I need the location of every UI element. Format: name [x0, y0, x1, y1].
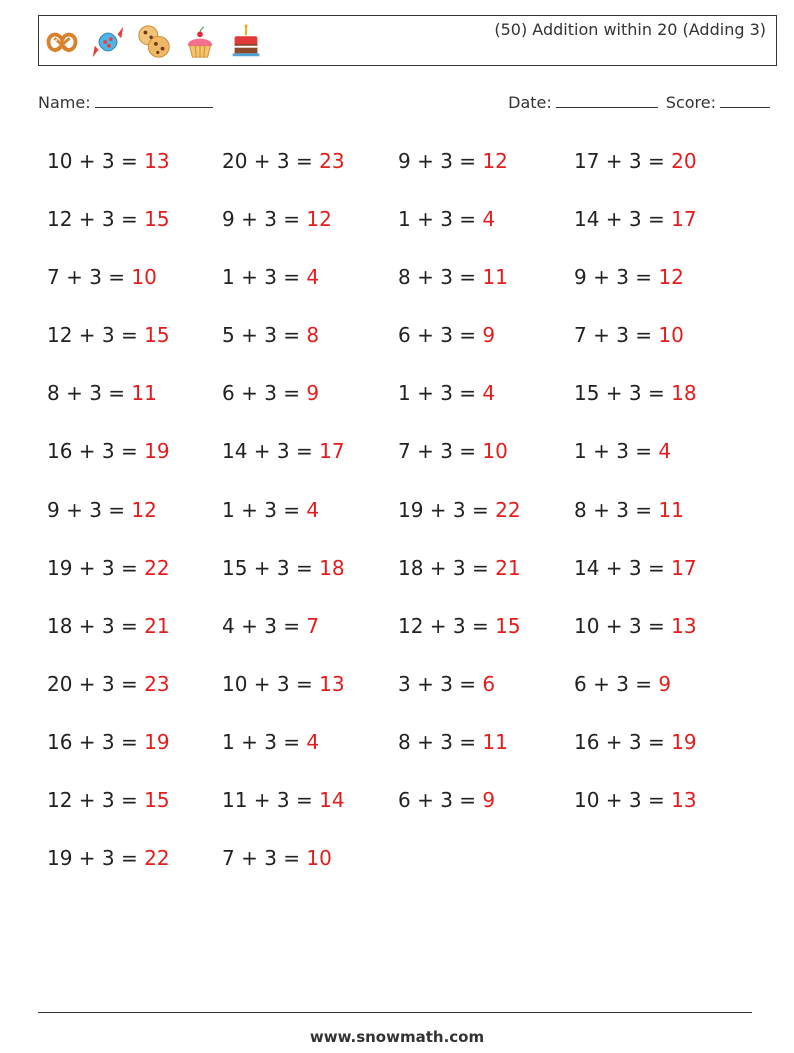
problem-answer: 15 — [495, 613, 521, 638]
problem-question: 4 + 3 = — [222, 613, 301, 638]
footer-url: www.snowmath.com — [309, 1028, 485, 1046]
date-label: Date: — [508, 93, 552, 112]
problem-question: 1 + 3 = — [574, 439, 653, 464]
problem-item — [222, 436, 398, 494]
problem-question: 19 + 3 = — [47, 846, 138, 871]
problem-question: 17 + 3 = — [574, 149, 665, 173]
cupcake-icon — [181, 23, 219, 61]
problem-question: 20 + 3 = — [222, 149, 313, 173]
problem-item — [47, 436, 222, 494]
problem-answer: 13 — [671, 613, 697, 638]
problem-answer: 19 — [144, 439, 170, 464]
problem-question: 6 + 3 = — [222, 381, 301, 406]
problem-item — [222, 727, 398, 785]
problem-question: 19 + 3 = — [398, 497, 489, 522]
problem-question: 9 + 3 = — [47, 497, 126, 522]
problem-answer: 9 — [482, 788, 496, 813]
header-icons — [43, 22, 265, 62]
problem-item — [222, 495, 398, 553]
problem-answer: 22 — [144, 555, 170, 580]
problem-item — [398, 320, 574, 378]
problem-item — [574, 669, 750, 727]
problem-item — [47, 378, 222, 436]
problem-item — [222, 669, 398, 727]
problem-question: 18 + 3 = — [398, 555, 489, 580]
problem-question: 1 + 3 = — [398, 207, 477, 232]
score-blank-line — [720, 93, 770, 108]
problem-question: 14 + 3 = — [574, 207, 665, 232]
name-blank-line — [95, 93, 213, 108]
problem-question: 6 + 3 = — [574, 671, 653, 696]
problem-item — [574, 378, 750, 436]
problem-question: 1 + 3 = — [398, 381, 477, 406]
problem-item — [47, 146, 222, 204]
problem-answer: 13 — [319, 671, 345, 696]
problem-answer: 10 — [658, 323, 684, 348]
problem-answer: 15 — [144, 323, 170, 348]
problem-answer: 13 — [144, 149, 170, 173]
problem-item — [398, 669, 574, 727]
problem-question: 11 + 3 = — [222, 788, 313, 813]
problem-answer: 20 — [671, 149, 697, 173]
problem-item — [47, 495, 222, 553]
problem-question: 10 + 3 = — [574, 613, 665, 638]
problem-question: 8 + 3 = — [47, 381, 126, 406]
problem-answer: 23 — [319, 149, 345, 173]
problem-question: 1 + 3 = — [222, 497, 301, 522]
problem-item — [222, 378, 398, 436]
name-label: Name: — [38, 93, 91, 112]
problem-answer: 4 — [306, 497, 320, 522]
problem-answer: 9 — [482, 323, 496, 348]
problem-answer: 11 — [482, 265, 508, 290]
problem-item — [398, 553, 574, 611]
problem-question: 6 + 3 = — [398, 788, 477, 813]
problem-item — [47, 553, 222, 611]
problem-question: 6 + 3 = — [398, 323, 477, 348]
problem-question: 12 + 3 = — [47, 788, 138, 813]
problem-item — [574, 262, 750, 320]
problem-question: 1 + 3 = — [222, 729, 301, 754]
problem-question: 15 + 3 = — [574, 381, 665, 406]
problem-question: 7 + 3 = — [574, 323, 653, 348]
problem-answer: 17 — [671, 555, 697, 580]
problem-question: 10 + 3 = — [574, 788, 665, 813]
candy-icon — [89, 23, 127, 61]
problem-answer: 10 — [306, 846, 332, 871]
problem-question: 9 + 3 = — [222, 207, 301, 232]
problem-item — [398, 785, 574, 843]
date-score-fields — [508, 93, 770, 112]
name-field — [38, 93, 213, 112]
problem-answer: 15 — [144, 207, 170, 232]
problem-answer: 18 — [319, 555, 345, 580]
problem-item — [47, 669, 222, 727]
problem-item — [574, 204, 750, 262]
problem-question: 14 + 3 = — [222, 439, 313, 464]
problem-answer: 17 — [671, 207, 697, 232]
problem-answer: 19 — [144, 729, 170, 754]
problem-answer: 15 — [144, 788, 170, 813]
problem-item — [47, 320, 222, 378]
problem-answer: 11 — [482, 729, 508, 754]
problem-item — [47, 611, 222, 669]
problem-answer: 4 — [482, 207, 496, 232]
problem-answer: 12 — [306, 207, 332, 232]
problem-item — [398, 204, 574, 262]
problem-item — [222, 146, 398, 204]
problem-question: 10 + 3 = — [47, 149, 138, 173]
problem-item — [574, 553, 750, 611]
problem-question: 16 + 3 = — [47, 439, 138, 464]
score-label: Score: — [665, 93, 716, 112]
problem-item — [398, 727, 574, 785]
problem-item — [398, 378, 574, 436]
problem-answer: 22 — [144, 846, 170, 871]
date-blank-line — [556, 93, 658, 108]
problem-item — [47, 727, 222, 785]
problem-question: 12 + 3 = — [47, 207, 138, 232]
cookies-icon — [135, 23, 173, 61]
problem-item — [222, 262, 398, 320]
problem-item — [398, 436, 574, 494]
problem-question: 15 + 3 = — [222, 555, 313, 580]
problem-question: 12 + 3 = — [398, 613, 489, 638]
problem-item — [47, 262, 222, 320]
problem-question: 7 + 3 = — [398, 439, 477, 464]
problem-question: 8 + 3 = — [398, 729, 477, 754]
problem-item — [574, 727, 750, 785]
problem-answer: 19 — [671, 729, 697, 754]
problem-item — [222, 611, 398, 669]
problem-answer: 8 — [306, 323, 320, 348]
problem-question: 1 + 3 = — [222, 265, 301, 290]
problem-answer: 12 — [482, 149, 508, 173]
problem-item — [47, 785, 222, 843]
problem-question: 10 + 3 = — [222, 671, 313, 696]
problem-item — [222, 785, 398, 843]
problem-item — [574, 320, 750, 378]
footer-divider — [38, 1012, 752, 1013]
problem-answer: 4 — [658, 439, 672, 464]
problem-question: 5 + 3 = — [222, 323, 301, 348]
problem-answer: 9 — [658, 671, 672, 696]
problem-answer: 12 — [658, 265, 684, 290]
problem-question: 14 + 3 = — [574, 555, 665, 580]
problem-answer: 17 — [319, 439, 345, 464]
problem-answer: 14 — [319, 788, 345, 813]
problem-answer: 4 — [306, 265, 320, 290]
problem-answer: 21 — [144, 613, 170, 638]
problem-item — [398, 611, 574, 669]
problem-answer: 9 — [306, 381, 320, 406]
problem-answer: 4 — [482, 381, 496, 406]
problem-answer: 10 — [131, 265, 157, 290]
problem-item — [574, 785, 750, 843]
problem-question: 3 + 3 = — [398, 671, 477, 696]
problem-item — [222, 553, 398, 611]
problem-question: 20 + 3 = — [47, 671, 138, 696]
problem-item — [47, 843, 222, 901]
problem-item — [398, 262, 574, 320]
problem-item — [574, 495, 750, 553]
problem-item — [47, 204, 222, 262]
problem-question: 9 + 3 = — [574, 265, 653, 290]
problem-answer: 22 — [495, 497, 521, 522]
birthday-cake-icon — [227, 23, 265, 61]
problem-item — [574, 436, 750, 494]
problem-answer: 11 — [131, 381, 157, 406]
problem-item — [222, 843, 398, 901]
problem-answer: 6 — [482, 671, 496, 696]
problem-grid — [47, 146, 750, 901]
problem-answer: 10 — [482, 439, 508, 464]
problem-item — [398, 495, 574, 553]
problem-question: 9 + 3 = — [398, 149, 477, 173]
problem-answer: 7 — [306, 613, 320, 638]
header-box — [38, 15, 777, 66]
problem-answer: 21 — [495, 555, 521, 580]
problem-question: 12 + 3 = — [47, 323, 138, 348]
problem-question: 8 + 3 = — [398, 265, 477, 290]
problem-answer: 11 — [658, 497, 684, 522]
problem-question: 16 + 3 = — [47, 729, 138, 754]
problem-item — [398, 146, 574, 204]
problem-answer: 4 — [306, 729, 320, 754]
problem-question: 7 + 3 = — [47, 265, 126, 290]
problem-item — [574, 146, 750, 204]
worksheet-title: (50) Addition within 20 (Adding 3) — [494, 20, 766, 39]
problem-item — [574, 611, 750, 669]
problem-question: 8 + 3 = — [574, 497, 653, 522]
problem-answer: 13 — [671, 788, 697, 813]
pretzel-icon — [43, 23, 81, 61]
problem-item — [222, 204, 398, 262]
problem-answer: 23 — [144, 671, 170, 696]
problem-question: 19 + 3 = — [47, 555, 138, 580]
problem-question: 7 + 3 = — [222, 846, 301, 871]
problem-question: 16 + 3 = — [574, 729, 665, 754]
problem-question: 18 + 3 = — [47, 613, 138, 638]
problem-answer: 18 — [671, 381, 697, 406]
problem-answer: 12 — [131, 497, 157, 522]
problem-item — [222, 320, 398, 378]
